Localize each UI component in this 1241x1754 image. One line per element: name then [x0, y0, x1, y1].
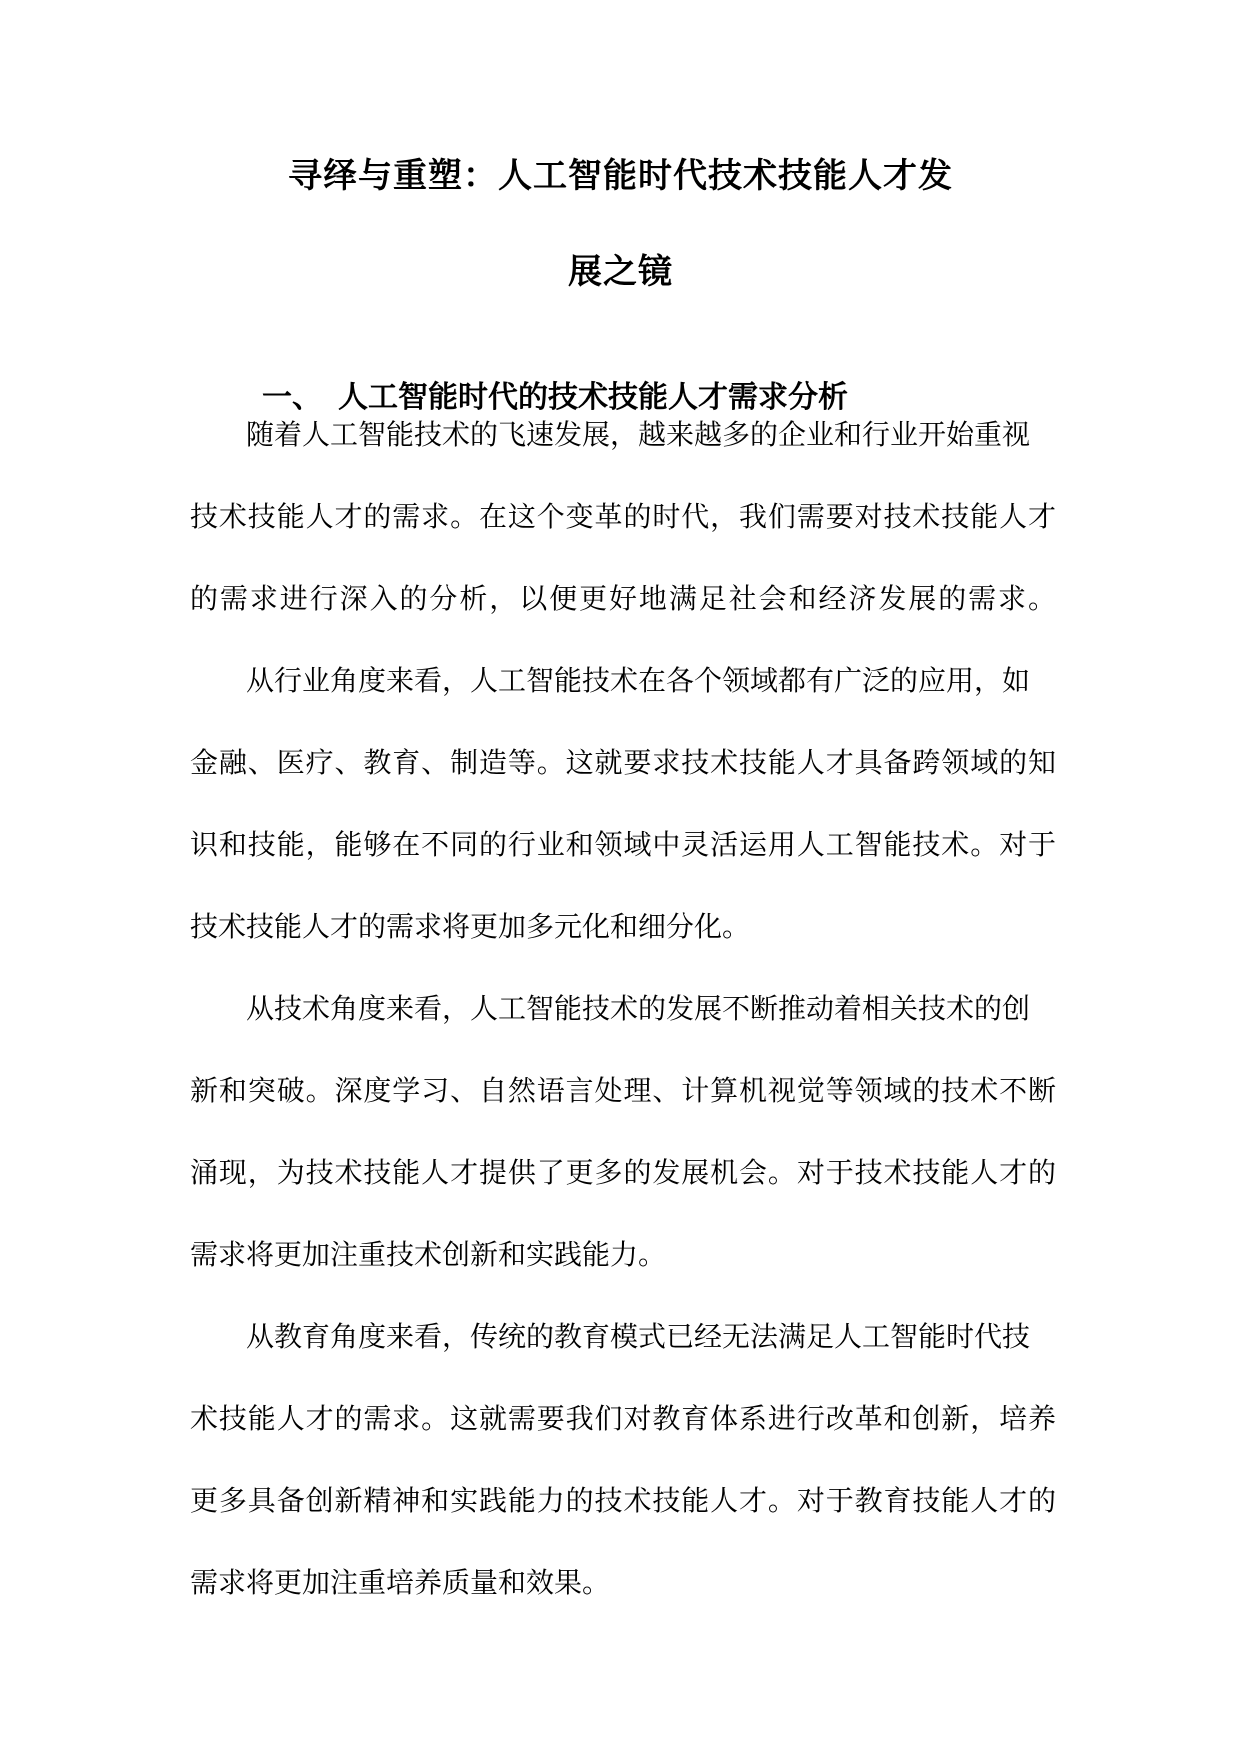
paragraph-line: 从行业角度来看，人工智能技术在各个领域都有广泛的应用，如 [246, 664, 1031, 697]
document-title-line-1: 寻绎与重塑：人工智能时代技术技能人才发 [288, 156, 953, 196]
paragraph-line: 金融、医疗、教育、制造等。这就要求技术技能人才具备跨领域的知 [190, 746, 1056, 779]
paragraph-line: 术技能人才的需求。这就需要我们对教育体系进行改革和创新，培养 [190, 1402, 1056, 1435]
document-title-line-2: 展之镜 [568, 252, 673, 292]
section-heading [262, 380, 848, 416]
paragraph-line: 的需求进行深入的分析，以便更好地满足社会和经济发展的需求。 [190, 582, 1056, 615]
paragraph-line: 识和技能，能够在不同的行业和领域中灵活运用人工智能技术。对于 [190, 828, 1056, 861]
paragraph-line: 技术技能人才的需求。在这个变革的时代，我们需要对技术技能人才 [190, 500, 1056, 533]
section-heading-text: 人工智能时代的技术技能人才需求分析 [338, 380, 848, 415]
section-number: 一、 [262, 380, 322, 415]
paragraph-line: 新和突破。深度学习、自然语言处理、计算机视觉等领域的技术不断 [190, 1074, 1056, 1107]
paragraph-line: 从教育角度来看，传统的教育模式已经无法满足人工智能时代技 [246, 1320, 1031, 1353]
paragraph-line: 需求将更加注重技术创新和实践能力。 [190, 1238, 667, 1271]
paragraph-line: 需求将更加注重培养质量和效果。 [190, 1566, 611, 1599]
paragraph-line: 涌现，为技术技能人才提供了更多的发展机会。对于技术技能人才的 [190, 1156, 1056, 1189]
paragraph-line: 随着人工智能技术的飞速发展，越来越多的企业和行业开始重视 [246, 418, 1031, 451]
paragraph-line: 更多具备创新精神和实践能力的技术技能人才。对于教育技能人才的 [190, 1484, 1056, 1517]
paragraph-line: 从技术角度来看，人工智能技术的发展不断推动着相关技术的创 [246, 992, 1031, 1025]
paragraph-line: 技术技能人才的需求将更加多元化和细分化。 [190, 910, 751, 943]
